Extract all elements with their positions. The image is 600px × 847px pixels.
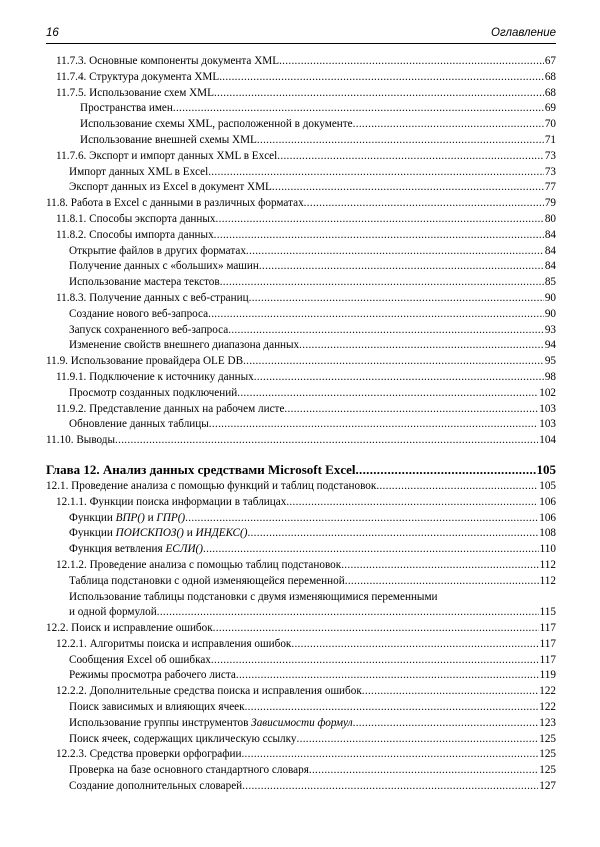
toc-entry-title: 11.9.1. Подключение к источнику данных <box>56 370 254 383</box>
toc-page-number: 98 <box>544 370 556 383</box>
toc-entry-text: и <box>183 527 196 540</box>
toc-dot-leader <box>209 417 538 433</box>
toc-dot-leader <box>286 495 538 511</box>
toc-dot-leader <box>173 101 544 117</box>
toc-dot-leader <box>245 700 539 716</box>
toc-entry-title: Таблица подстановки с одной изменяющейся переменной <box>69 574 345 587</box>
toc-dot-leader <box>243 354 544 370</box>
toc-dot-leader <box>254 370 544 386</box>
toc-entry[interactable] <box>46 86 556 102</box>
toc-dot-leader <box>216 212 544 228</box>
toc-page-number: 117 <box>539 637 556 650</box>
toc-entry[interactable] <box>46 259 556 275</box>
toc-page-number: 102 <box>539 386 556 399</box>
toc-page-number: 93 <box>544 323 556 336</box>
toc-page-number: 110 <box>539 543 556 556</box>
toc-page-number: 106 <box>539 511 556 524</box>
toc-dot-leader <box>246 244 544 260</box>
toc-entry[interactable] <box>46 621 556 637</box>
toc-dot-leader <box>220 275 544 291</box>
toc-dot-leader <box>237 386 538 402</box>
toc-page-number: 73 <box>544 165 556 178</box>
toc-dot-leader <box>203 542 539 558</box>
toc-page-number: 112 <box>539 558 556 571</box>
toc-entry[interactable] <box>46 542 556 558</box>
toc-entry[interactable] <box>46 101 556 117</box>
toc-page-number: 103 <box>539 418 556 431</box>
toc-page-number: 84 <box>544 260 556 273</box>
toc-entry-title: Открытие файлов в других форматах <box>69 244 246 257</box>
toc-entry-title: Экспорт данных из Excel в документ XML <box>69 181 272 194</box>
toc-entry-title: Получение данных с «больших» машин <box>69 260 259 273</box>
toc-entry-text: и <box>144 511 157 524</box>
toc-entry-title: Импорт данных XML в Excel <box>69 165 209 178</box>
running-title: Оглавление <box>491 27 556 39</box>
toc-dot-leader <box>341 558 538 574</box>
toc-entry-title: 12.1. Проведение анализа с помощью функций и таблиц подстановок <box>46 479 377 492</box>
toc-entry[interactable] <box>46 605 556 621</box>
toc-chapter-entry[interactable] <box>46 461 556 479</box>
toc-entry[interactable] <box>46 700 556 716</box>
toc-entry-text: Функция ветвления <box>69 543 166 556</box>
toc-entry-title: 11.7.5. Использование схем XML <box>56 86 214 99</box>
toc-entry-title <box>69 526 247 542</box>
toc-entry-title: 11.8. Работа в Excel с данными в различных форматах <box>46 197 304 210</box>
toc-entry[interactable] <box>46 117 556 133</box>
toc-entry-title: 11.9.2. Представление данных на рабочем листе <box>56 402 285 415</box>
toc-entry-title: Использование таблицы подстановки с двумя изменяющимися переменными <box>69 590 438 603</box>
toc-entry[interactable] <box>46 133 556 149</box>
toc-entry-title <box>69 542 203 558</box>
toc-entry-title: Использование мастера текстов <box>69 276 220 289</box>
toc-dot-leader <box>247 526 538 542</box>
toc-entry[interactable] <box>46 716 556 732</box>
toc-dot-leader <box>157 605 539 621</box>
toc-entry-title: Обновление данных таблицы <box>69 418 209 431</box>
toc-page-number: 69 <box>544 102 556 115</box>
toc-entry-title: 11.7.4. Структура документа XML <box>56 70 220 83</box>
toc-entry-title: 11.8.2. Способы импорта данных <box>56 228 214 241</box>
toc-entry-title: 12.2.3. Средства проверки орфографии <box>56 748 242 761</box>
toc-dot-leader <box>208 165 544 181</box>
toc-dot-leader <box>115 433 538 449</box>
toc-entry[interactable] <box>46 307 556 323</box>
toc-entry-title: Использование внешней схемы XML <box>80 133 257 146</box>
toc-entry-title: Просмотр созданных подключений <box>69 386 238 399</box>
toc-entry-title: Режимы просмотра рабочего листа <box>69 669 236 682</box>
toc-page-number: 122 <box>539 685 556 698</box>
toc-entry-italic-term: ВПР() <box>115 511 145 524</box>
toc-entry-title-continued: и одной формулой <box>69 606 157 619</box>
toc-entry-title: Поиск ячеек, содержащих циклическую ссылку <box>69 732 297 745</box>
toc-entry-title: Запуск сохраненного веб-запроса <box>69 323 229 336</box>
toc-dot-leader <box>228 323 544 339</box>
toc-entry[interactable] <box>46 574 556 590</box>
toc-page-number: 68 <box>544 70 556 83</box>
toc-dot-leader <box>213 621 539 637</box>
table-of-contents <box>46 54 556 795</box>
toc-dot-leader <box>356 461 536 479</box>
toc-page-number: 104 <box>539 434 556 447</box>
toc-page-number: 84 <box>544 244 556 257</box>
toc-entry[interactable] <box>46 511 556 527</box>
toc-page-number: 115 <box>539 606 556 619</box>
toc-page-number: 117 <box>539 653 556 666</box>
toc-page-number: 108 <box>539 527 556 540</box>
toc-entry-title: Изменение свойств внешнего диапазона данных <box>69 339 300 352</box>
toc-page-number: 71 <box>544 133 556 146</box>
toc-entry[interactable] <box>46 558 556 574</box>
toc-dot-leader <box>259 259 544 275</box>
toc-entry[interactable] <box>46 526 556 542</box>
toc-entry-italic-term: ПОИСКПОЗ() <box>115 527 184 540</box>
toc-entry[interactable] <box>46 275 556 291</box>
toc-dot-leader <box>219 70 544 86</box>
toc-page-number: 105 <box>539 479 556 492</box>
toc-entry[interactable] <box>46 479 556 495</box>
toc-dot-leader <box>272 180 544 196</box>
toc-entry-title: 12.1.1. Функции поиска информации в таблицах <box>56 495 287 508</box>
toc-entry-italic-term: ГПР() <box>156 511 186 524</box>
toc-entry[interactable] <box>46 763 556 779</box>
toc-entry-title <box>69 511 185 527</box>
toc-dot-leader <box>376 479 538 495</box>
toc-page-number: 125 <box>539 764 556 777</box>
toc-dot-leader <box>249 291 544 307</box>
toc-page-number: 90 <box>544 307 556 320</box>
toc-dot-leader <box>236 668 539 684</box>
toc-dot-leader <box>257 133 544 149</box>
toc-entry-title: 12.2.1. Алгоритмы поиска и исправления ошибок <box>56 637 292 650</box>
toc-page-number: 79 <box>544 197 556 210</box>
toc-page-number: 90 <box>544 291 556 304</box>
toc-entry-title: 11.8.3. Получение данных с веб-страниц <box>56 291 249 304</box>
toc-entry-italic-term: ИНДЕКС() <box>195 527 248 540</box>
toc-entry-title: 12.2.2. Дополнительные средства поиска и исправления ошибок <box>56 685 362 698</box>
toc-dot-leader <box>185 511 538 527</box>
toc-page-number: 77 <box>544 181 556 194</box>
toc-entry[interactable] <box>46 747 556 763</box>
toc-page-number: 125 <box>539 732 556 745</box>
toc-dot-leader <box>299 338 544 354</box>
toc-dot-leader <box>242 779 538 795</box>
toc-entry[interactable] <box>46 732 556 748</box>
toc-page-number: 105 <box>536 461 556 477</box>
toc-entry[interactable] <box>46 637 556 653</box>
toc-page-number: 119 <box>539 669 556 682</box>
toc-page-number: 103 <box>539 402 556 415</box>
toc-entry-text: Использование группы инструментов <box>69 716 252 729</box>
toc-entry[interactable] <box>46 433 556 449</box>
toc-dot-leader <box>353 716 539 732</box>
toc-entry-italic-term: ЕСЛИ() <box>165 543 203 556</box>
toc-entry[interactable] <box>46 212 556 228</box>
toc-entry[interactable] <box>46 338 556 354</box>
toc-entry-title: 11.7.6. Экспорт и импорт данных XML в Excel <box>56 149 278 162</box>
toc-entry-title: Создание нового веб-запроса <box>69 307 209 320</box>
toc-entry[interactable] <box>46 196 556 212</box>
toc-dot-leader <box>362 684 538 700</box>
toc-page-number: 68 <box>544 86 556 99</box>
toc-entry[interactable] <box>46 684 556 700</box>
toc-page-number: 112 <box>539 574 556 587</box>
toc-entry-title: Использование схемы XML, расположенной в документе <box>80 118 353 131</box>
toc-dot-leader <box>345 574 539 590</box>
toc-page-number: 123 <box>539 716 556 729</box>
toc-entry[interactable] <box>46 70 556 86</box>
toc-entry-title: 12.1.2. Проведение анализа с помощью таблиц подстановок <box>56 558 342 571</box>
toc-page-number: 85 <box>544 276 556 289</box>
toc-entry[interactable] <box>46 291 556 307</box>
toc-entry-title: Проверка на базе основного стандартного словаря <box>69 764 309 777</box>
toc-page-number: 106 <box>539 495 556 508</box>
toc-dot-leader <box>211 653 539 669</box>
toc-entry[interactable] <box>46 402 556 418</box>
toc-entry[interactable] <box>46 54 556 70</box>
toc-entry[interactable] <box>46 323 556 339</box>
running-header <box>46 27 556 44</box>
toc-entry[interactable] <box>46 653 556 669</box>
toc-page-number: 117 <box>539 622 556 635</box>
toc-entry[interactable] <box>46 668 556 684</box>
toc-dot-leader <box>309 763 538 779</box>
toc-entry-text: Функции <box>69 527 116 540</box>
toc-entry-title: Глава 12. Анализ данных средствами Microsoft Excel <box>46 461 356 477</box>
toc-entry-text: Функции <box>69 511 116 524</box>
toc-dot-leader <box>279 54 544 70</box>
toc-page-number: 84 <box>544 228 556 241</box>
toc-entry-title: 12.2. Поиск и исправление ошибок <box>46 622 213 635</box>
toc-dot-leader <box>297 732 539 748</box>
toc-entry[interactable] <box>46 228 556 244</box>
toc-entry[interactable] <box>46 180 556 196</box>
toc-page-number: 67 <box>544 55 556 67</box>
toc-entry[interactable] <box>46 386 556 402</box>
toc-entry-line[interactable] <box>46 590 556 606</box>
toc-entry[interactable] <box>46 779 556 795</box>
toc-dot-leader <box>214 228 544 244</box>
toc-entry[interactable] <box>46 495 556 511</box>
toc-page-number: 94 <box>544 339 556 352</box>
toc-dot-leader <box>304 196 544 212</box>
toc-dot-leader <box>284 402 538 418</box>
toc-dot-leader <box>277 149 544 165</box>
toc-entry[interactable] <box>46 149 556 165</box>
toc-dot-leader <box>353 117 544 133</box>
toc-entry-title: 11.8.1. Способы экспорта данных <box>56 212 216 225</box>
toc-page-number: 80 <box>544 212 556 225</box>
toc-entry-title: 11.10. Выводы <box>46 434 116 447</box>
toc-entry-title: Поиск зависимых и влияющих ячеек <box>69 701 245 714</box>
toc-entry-title: Сообщения Excel об ошибках <box>69 653 211 666</box>
toc-page-number: 125 <box>539 748 556 761</box>
toc-entry[interactable] <box>46 165 556 181</box>
toc-entry-italic-term: Зависимости формул <box>251 716 353 729</box>
toc-entry-title: Создание дополнительных словарей <box>69 780 243 793</box>
toc-entry-title: 11.7.3. Основные компоненты документа XML <box>56 55 280 67</box>
toc-entry[interactable] <box>46 417 556 433</box>
page-number: 16 <box>46 27 59 39</box>
toc-page-number: 95 <box>544 355 556 368</box>
toc-entry[interactable] <box>46 370 556 386</box>
toc-dot-leader <box>208 307 544 323</box>
toc-page-number: 73 <box>544 149 556 162</box>
toc-entry-title <box>69 716 353 732</box>
toc-dot-leader <box>214 86 544 102</box>
toc-dot-leader <box>241 747 538 763</box>
toc-page-number: 122 <box>539 701 556 714</box>
toc-dot-leader <box>291 637 538 653</box>
toc-page-number: 70 <box>544 118 556 131</box>
toc-entry-title: Пространства имен <box>80 102 173 115</box>
toc-page-number: 127 <box>539 780 556 793</box>
toc-entry-title: 11.9. Использование провайдера OLE DB <box>46 355 244 368</box>
toc-entry[interactable] <box>46 244 556 260</box>
toc-entry[interactable] <box>46 354 556 370</box>
